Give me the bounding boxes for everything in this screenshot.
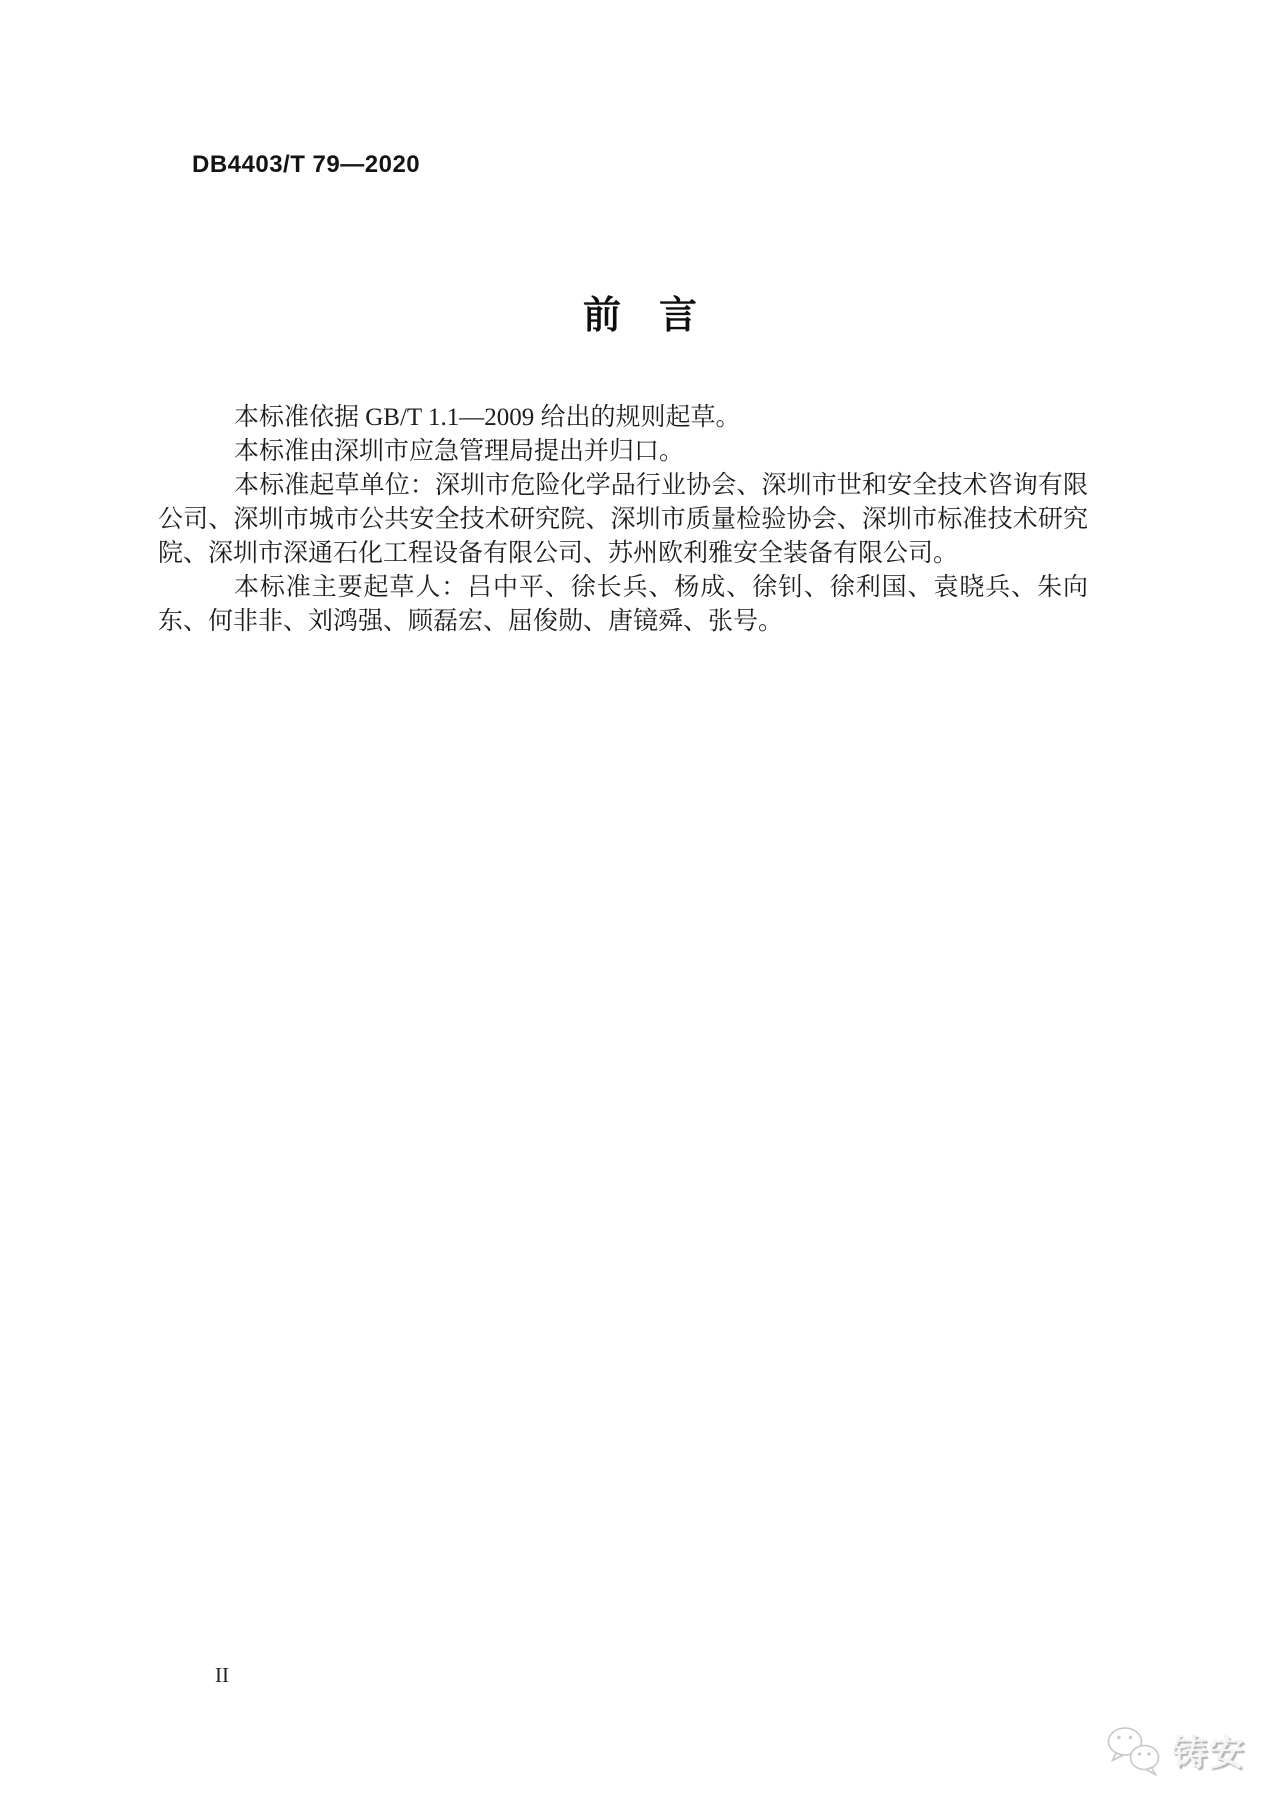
foreword-paragraph-proposer: 本标准由深圳市应急管理局提出并归口。: [234, 438, 685, 465]
foreword-body: [158, 401, 1088, 639]
foreword-paragraph-basis: 本标准依据 GB/T 1.1—2009 给出的规则起草。: [234, 404, 741, 431]
watermark-label: 铸安: [1172, 1734, 1247, 1773]
page-number: II: [215, 1663, 229, 1687]
watermark: [1105, 1726, 1246, 1776]
foreword-title: 前 言: [582, 295, 697, 337]
foreword-paragraph-drafters: 本标准主要起草人：吕中平、徐长兵、杨成、徐钊、徐利国、袁晓兵、朱向东、何非非、刘鸿强、顾磊宏、屈俊勋、唐镜舜、张号。: [158, 574, 1088, 635]
wechat-bubbles-icon: [1105, 1726, 1163, 1776]
foreword-paragraph-drafting-organizations: 本标准起草单位：深圳市危险化学品行业协会、深圳市世和安全技术咨询有限公司、深圳市城市公共安全技术研究院、深圳市质量检验协会、深圳市标准技术研究院、深圳市深通石化工程设备有限公司、苏州欧利雅安全装备有限公司。: [158, 472, 1088, 567]
standard-doc-code: DB4403/T 79—2020: [192, 151, 421, 178]
